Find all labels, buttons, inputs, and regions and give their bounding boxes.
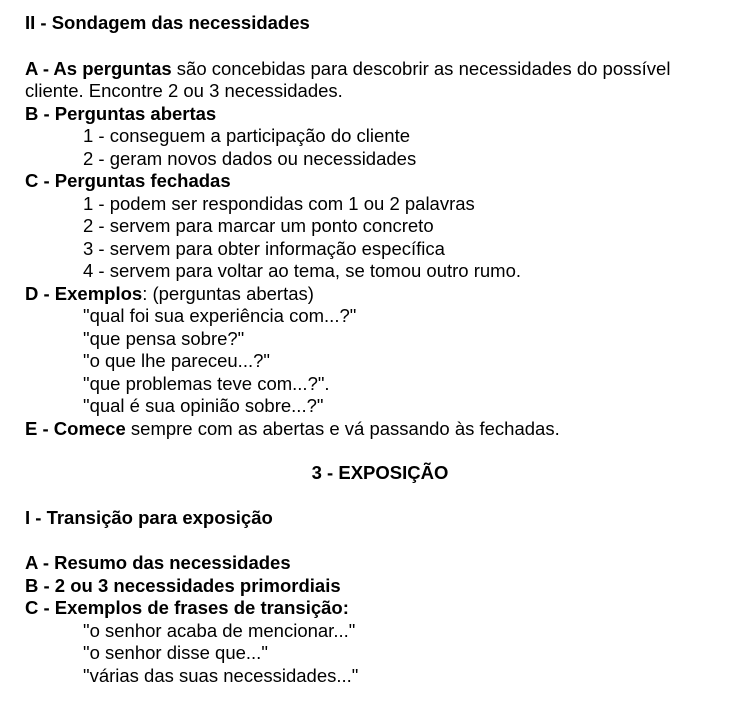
item-b-necessidades: B - 2 ou 3 necessidades primordiais: [25, 574, 341, 596]
item-d-text: : (perguntas abertas): [142, 282, 314, 304]
example-question: "que pensa sobre?": [83, 327, 245, 349]
section-heading-transicao: I - Transição para exposição: [25, 506, 273, 528]
item-b-label: B - Perguntas abertas: [25, 102, 217, 124]
section-heading-sondagem: II - Sondagem das necessidades: [25, 12, 310, 33]
item-a-perguntas: [25, 58, 725, 81]
transition-phrase: "o senhor acaba de mencionar...": [83, 619, 356, 641]
item-a-resumo: A - Resumo das necessidades: [25, 552, 291, 573]
list-item: 2 - geram novos dados ou necessidades: [83, 147, 417, 169]
document-page: [25, 12, 725, 687]
list-item: 1 - podem ser respondidas com 1 ou 2 palavras: [83, 192, 475, 214]
item-a-text: são concebidas para descobrir as necessidades do possível: [171, 57, 671, 79]
item-a-label: A - As perguntas: [25, 57, 172, 79]
list-item: 4 - servem para voltar ao tema, se tomou outro rumo.: [83, 260, 522, 281]
example-question: "qual é sua opinião sobre...?": [83, 395, 324, 416]
chapter-title-exposicao: 3 - EXPOSIÇÃO: [311, 462, 449, 483]
list-item: 2 - servem para marcar um ponto concreto: [83, 215, 434, 236]
example-question: "que problemas teve com...?".: [83, 372, 330, 394]
example-question: "qual foi sua experiência com...?": [83, 305, 357, 326]
item-e-label: E - Comece: [25, 417, 126, 439]
list-item: 3 - servem para obter informação específica: [83, 237, 445, 259]
item-e-text: sempre com as abertas e vá passando às fechadas.: [125, 417, 560, 439]
item-d-exemplos: [25, 283, 725, 306]
item-c-label: C - Perguntas fechadas: [25, 170, 231, 191]
item-d-label: D - Exemplos: [25, 282, 143, 304]
item-c-exemplos-transicao: C - Exemplos de frases de transição:: [25, 597, 349, 618]
list-item: 1 - conseguem a participação do cliente: [83, 125, 411, 146]
example-question: "o que lhe pareceu...?": [83, 350, 270, 371]
transition-phrase: "o senhor disse que...": [83, 642, 268, 663]
item-a-continuation: cliente. Encontre 2 ou 3 necessidades.: [25, 80, 343, 101]
item-e-comece: [25, 418, 725, 441]
transition-phrase: "várias das suas necessidades...": [83, 664, 359, 686]
